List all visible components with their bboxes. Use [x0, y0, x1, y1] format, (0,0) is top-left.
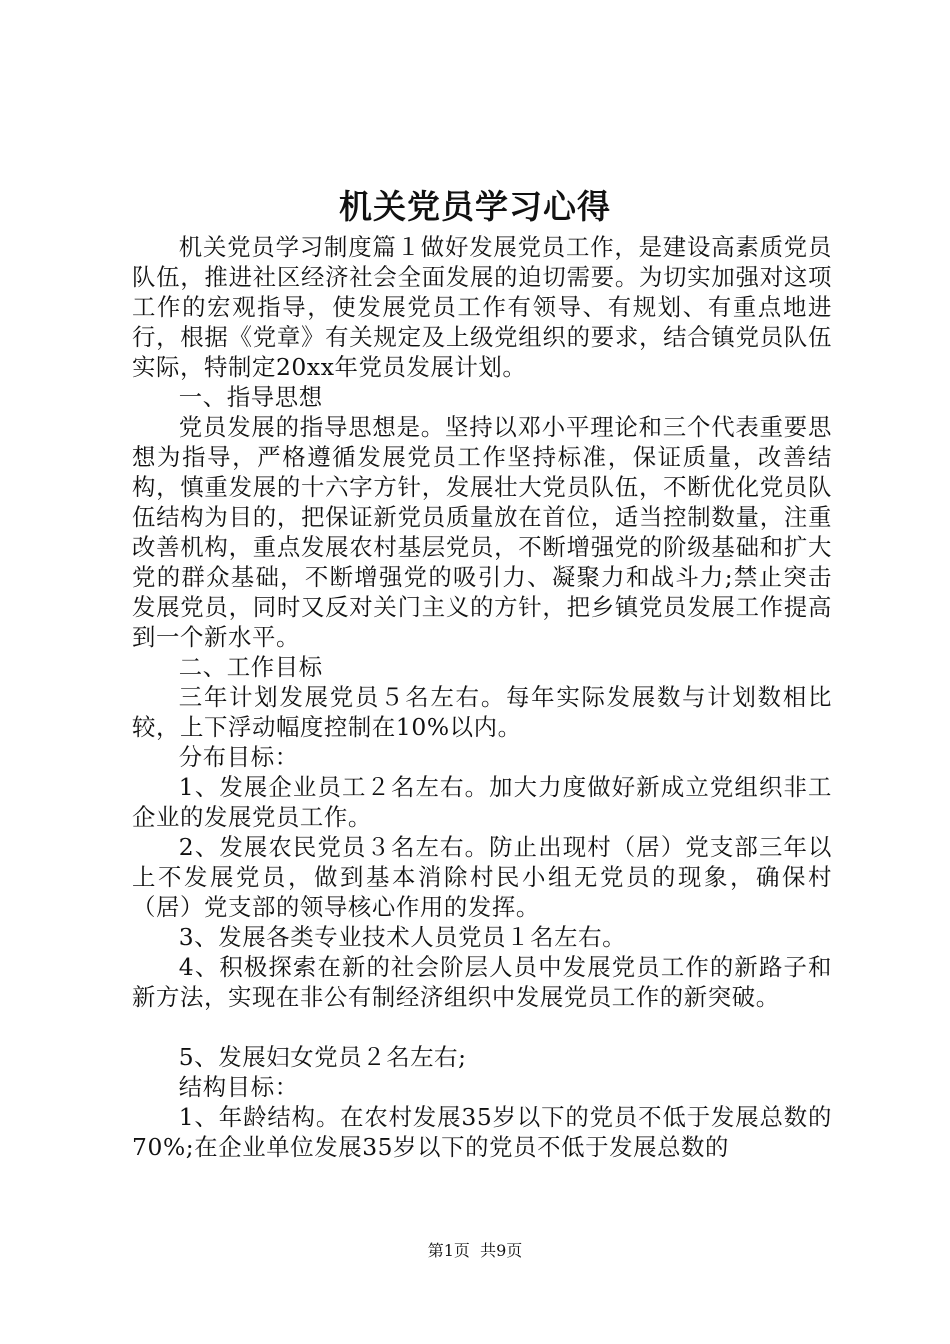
- list-item-3: 3、发展各类专业技术人员党员１名左右。: [178, 923, 627, 951]
- paragraph-guiding-ideology: 党员发展的指导思想是。坚持以邓小平理论和三个代表重要思想为指导，严格遵循发展党员工作坚持标准，保证质量，改善结构，慎重发展的十六字方针，发展壮大党员队伍，不断优化党员队伍结构为目的，把保证新党员质量放在首位，适当控制数量，注重改善机构，重点发展农村基层党员，不断增强党的阶级基础和扩大党的群众基础，不断增强党的吸引力、凝聚力和战斗力;禁止突击发展党员，同时又反对关门主义的方针，把乡镇党员发展工作提高到一个新水平。: [132, 413, 832, 651]
- document-body: [132, 232, 832, 1162]
- heading-work-goals: 二、工作目标: [178, 653, 323, 681]
- list-item-4: 4、积极探索在新的社会阶层人员中发展党员工作的新路子和新方法，实现在非公有制经济组织中发展党员工作的新突破。: [132, 953, 832, 1011]
- page-number: 第1页: [427, 1241, 470, 1260]
- paragraph-intro: 机关党员学习制度篇１做好发展党员工作，是建设高素质党员队伍，推进社区经济社会全面发展的迫切需要。为切实加强对这项工作的宏观指导，使发展党员工作有领导、有规划、有重点地进行，根据《党章》有关规定及上级党组织的要求，结合镇党员队伍实际，特制定20xx年党员发展计划。: [132, 233, 832, 381]
- list-item-2: 2、发展农民党员３名左右。防止出现村（居）党支部三年以上不发展党员，做到基本消除村民小组无党员的现象，确保村（居）党支部的领导核心作用的发挥。: [132, 833, 832, 921]
- heading-guiding-ideology: 一、指导思想: [178, 383, 323, 411]
- list-item-1: 1、发展企业员工２名左右。加大力度做好新成立党组织非工企业的发展党员工作。: [132, 773, 832, 831]
- paragraph-age-structure: 1、年龄结构。在农村发展35岁以下的党员不低于发展总数的70%;在企业单位发展35岁以下的党员不低于发展总数的: [132, 1103, 832, 1161]
- paragraph-three-year-plan: 三年计划发展党员５名左右。每年实际发展数与计划数相比较，上下浮动幅度控制在10%以内。: [132, 683, 832, 741]
- subheading-distribution-goals: 分布目标：: [178, 743, 299, 771]
- subheading-structure-goals: 结构目标：: [178, 1073, 299, 1101]
- document-title: 机关党员学习心得: [339, 187, 611, 226]
- page-footer: [0, 1240, 950, 1262]
- list-item-5: 5、发展妇女党员２名左右;: [178, 1043, 467, 1071]
- page-total: 共9页: [480, 1241, 523, 1260]
